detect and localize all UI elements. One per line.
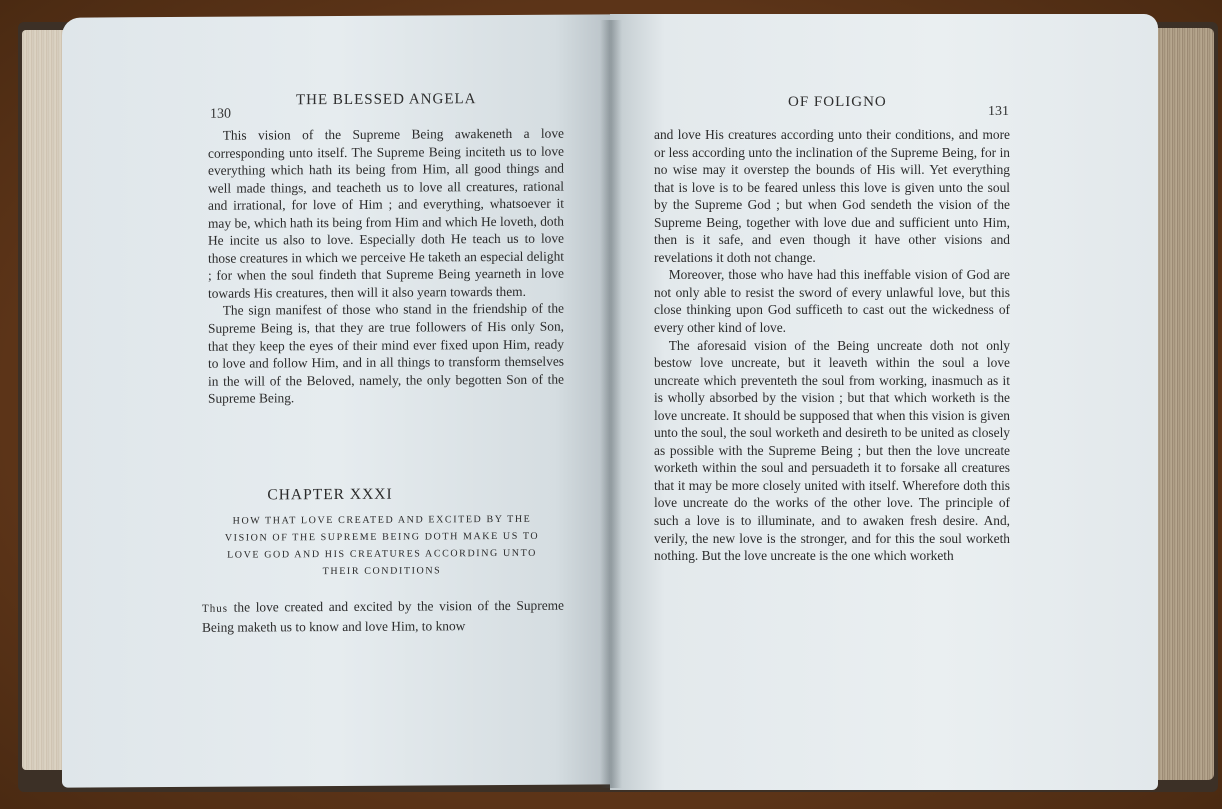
chapter-opening-sentence: the love created and excited by the vision of the Supreme Being maketh us to know and love Him, to know — [202, 597, 564, 635]
right-paragraph-3: The aforesaid vision of the Being uncreate doth not only bestow love uncreate, but it leaveth within the soul a love uncreate which preventeth the soul from working, inasmuch as it is wholly absorbed by the vision ; but that which worketh is the love uncreate. It should be supposed that when this vision is given unto the soul, the soul worketh and desireth to be united as closely as possible with the Supreme Being ; but then the love uncreate worketh within the soul and persuadeth it to forsake all creatures that it may be more closely united with itself. Wherefore doth this love uncreate do the works of the other love. The principle of such a love is to illuminate, and to awaken fresh desire. And, verily, the new love is the stronger, and for this the soul worketh nothing. But the love uncreate is the one which worketh — [654, 337, 1010, 564]
left-paragraph-2: The sign manifest of those who stand in the friendship of the Supreme Being is, that they are true followers of His only Son, that they keep the eyes of their mind ever fixed upon Him, ready to love and follow Him, and in all things to transform themselves in the will of the Beloved, namely, the only begotten Son of the Supreme Being. — [208, 301, 564, 406]
chapter-subtitle: HOW THAT LOVE CREATED AND EXCITED BY THE VISION OF THE SUPREME BEING DOTH MAKE US TO LOVE GOD AND HIS CREATURES ACCORDING UNTO THEIR CONDITIONS — [224, 513, 540, 578]
chapter-opening-text — [202, 597, 564, 636]
right-running-head: OF FOLIGNO — [788, 94, 887, 110]
left-page-number: 130 — [210, 106, 231, 122]
right-paragraph-2: Moreover, those who have had this ineffable vision of God are not only able to resist the sword of every unlawful love, but this close thinking upon God sufficeth to cast out the wickedness of every other kind of love. — [654, 267, 1010, 336]
left-running-head: THE BLESSED ANGELA — [296, 91, 477, 109]
left-body-text — [208, 125, 564, 408]
left-paragraph-1: This vision of the Supreme Being awakeneth a love corresponding unto itself. The Supreme Being inciteth us to love everything which hath its being from Him, all good things and well made things, and teacheth us to love all creatures, rational and irrational, for love of Him ; and everything, whatsoever it may be, which hath its being from Him and which He loveth, doth He incite us also to love. Especially doth He teach us to love those creatures in which we perceive He taketh an especial delight ; for when the soul findeth that Supreme Being yearneth in love towards His creatures, then will it also yearn towards them. — [208, 125, 564, 301]
right-body-text — [654, 126, 1010, 565]
left-page — [62, 14, 610, 787]
chapter-title: CHAPTER XXXI — [267, 485, 393, 504]
chapter-initial-word: Thus — [202, 602, 228, 615]
book-gutter — [600, 20, 622, 788]
right-page-number: 131 — [988, 104, 1009, 119]
right-page — [610, 14, 1158, 790]
right-paragraph-1: and love His creatures according unto their conditions, and more or less according unto the inclination of the Supreme Being, for in no wise may it overstep the bounds of His will. Yet everything that is love is to be feared unless this love is given unto the soul by the Supreme God ; but when God sendeth the vision of the Supreme Being, together with love due and sufficient unto Him, then is it safe, and even though it have other visions and revelations it doth not change. — [654, 127, 1010, 265]
